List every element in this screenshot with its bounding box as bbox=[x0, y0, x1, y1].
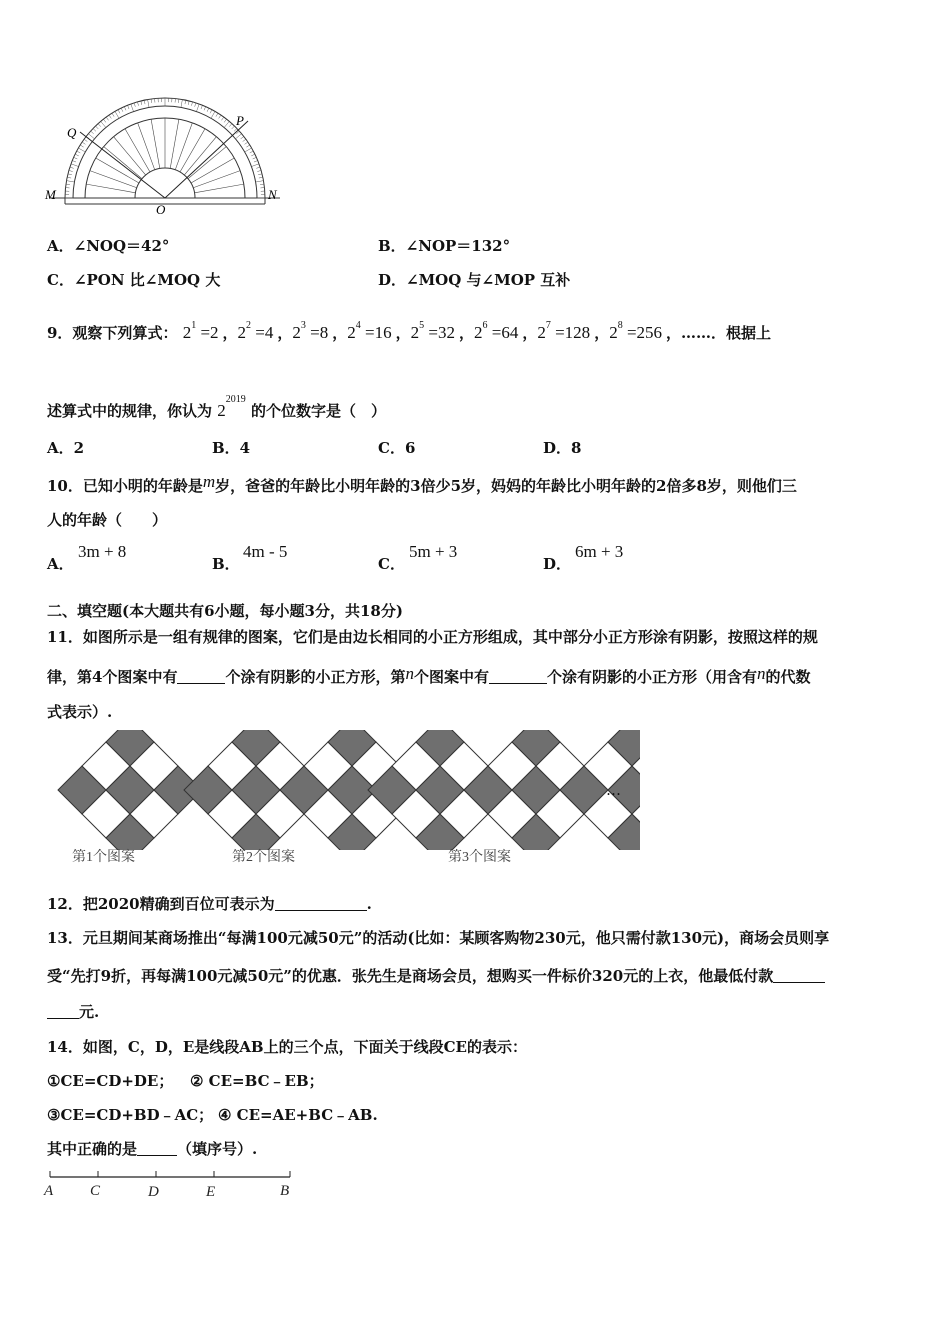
q13-line3: 元. bbox=[47, 1002, 99, 1022]
q13-blank-a[interactable] bbox=[773, 968, 825, 983]
q8-option-d: D．∠MOQ 与∠MOP 互补 bbox=[378, 271, 571, 289]
q8-option-a: A．∠NOQ＝42° bbox=[47, 237, 170, 255]
q14-blank[interactable] bbox=[137, 1141, 177, 1156]
protractor-figure bbox=[40, 95, 290, 217]
q14-statement-2: ② CE=BC﹣EB； bbox=[190, 1072, 324, 1090]
q10-option-d-label: D． bbox=[543, 555, 572, 573]
point-a: A bbox=[44, 1183, 54, 1199]
q9-powers: $2^1 =2$ ，$2^2 =4$ ，$2^3 =8$ ，$2^4 =16$ ，$2^5 =32$ ，$2^6 =64$ ，$2^7 =128$ ，$2^8 =256$ bbox=[182, 320, 663, 342]
point-d: D bbox=[148, 1184, 159, 1200]
q9-power-1: $2^1 =2$ bbox=[182, 320, 219, 342]
label-m: M bbox=[45, 187, 56, 202]
point-c: C bbox=[90, 1183, 101, 1199]
q10-option-d-expr: 6m + 3 bbox=[575, 542, 624, 561]
q9-option-a: A．2 bbox=[47, 439, 85, 457]
q10-option-b-expr: 4m - 5 bbox=[243, 542, 288, 561]
q11-blank-2[interactable] bbox=[489, 669, 547, 684]
q11-ellipsis: … bbox=[606, 781, 621, 799]
q14-statement-4: ④ CE=AE+BC﹣AB. bbox=[218, 1106, 378, 1124]
q11-line1: 11．如图所示是一组有规律的图案，它们是由边长相同的小正方形组成，其中部分小正方形涂有阴影，按照这样的规 bbox=[47, 628, 818, 646]
q11-line3: 式表示）. bbox=[47, 703, 113, 721]
q13-line2: 受“先打9折，再每满100元减50元”的优惠．张先生是商场会员，想购买一件标价320元的上衣，他最低付款 bbox=[47, 966, 825, 986]
q14-ask: 其中正确的是 （填序号）. bbox=[47, 1140, 258, 1158]
q13-line1: 13．元旦期间某商场推出“每满100元减50元”的活动(比如：某顾客购物230元，他只需付款130元)，商场会员则享 bbox=[47, 929, 830, 947]
q10-option-c-label: C． bbox=[378, 555, 405, 573]
segment-figure bbox=[42, 1165, 302, 1205]
label-p: P bbox=[236, 113, 244, 128]
q9-power-3: $2^3 =8$ bbox=[292, 320, 329, 342]
q9-option-b: B．4 bbox=[212, 439, 251, 457]
q9-power-6: $2^6 =64$ bbox=[473, 320, 519, 342]
point-e: E bbox=[206, 1184, 216, 1200]
q9-power-8: $2^8 =256$ bbox=[609, 320, 663, 342]
label-n: N bbox=[268, 187, 277, 202]
q9-power-5: $2^5 =32$ bbox=[410, 320, 455, 342]
q12-blank[interactable] bbox=[275, 896, 367, 911]
q9-power-4: $2^4 =16$ bbox=[347, 320, 392, 342]
point-b: B bbox=[280, 1183, 290, 1199]
q9-power-7: $2^7 =128$ bbox=[537, 320, 591, 342]
pattern-caption-3: 第3个图案 bbox=[448, 850, 511, 865]
label-q: Q bbox=[67, 125, 77, 140]
q10-option-c-expr: 5m + 3 bbox=[409, 542, 458, 561]
q9-big-power: $2^{2019}$ bbox=[217, 394, 246, 420]
q14-line1: 14．如图，C，D，E是线段AB上的三个点，下面关于线段CE的表示： bbox=[47, 1038, 527, 1056]
q13-blank-b[interactable] bbox=[47, 1004, 79, 1019]
label-o: O bbox=[156, 202, 166, 217]
q9-line1: 9．观察下列算式： $2^1 =2$ ，$2^2 =4$ ，$2^3 =8$ ，$2^4 =16$ ，$2^5 =32$ ，$2^6 =64$ ，$2^7 =128$ ，$2^8 =256$ ，……．根据上 bbox=[47, 320, 772, 342]
q11-blank-1[interactable] bbox=[177, 669, 225, 684]
pattern-caption-1: 第1个图案 bbox=[72, 850, 135, 865]
section2-heading: 二、填空题(本大题共有6小题，每小题3分，共18分) bbox=[47, 602, 403, 620]
pattern-3 bbox=[368, 730, 640, 850]
q11-patterns bbox=[40, 730, 640, 850]
q10-option-a-label: A． bbox=[47, 555, 74, 573]
q9-option-c: C．6 bbox=[378, 439, 416, 457]
q8-option-b: B．∠NOP＝132° bbox=[378, 237, 511, 255]
q8-option-c: C．∠PON 比∠MOQ 大 bbox=[47, 271, 221, 289]
q14-statement-3: ③CE=CD+BD﹣AC； bbox=[47, 1106, 214, 1124]
pattern-caption-2: 第2个图案 bbox=[232, 850, 295, 865]
q10-option-a-expr: 3m + 8 bbox=[78, 542, 127, 561]
q9-line2: 述算式中的规律，你认为 $2^{2019}$ 的个位数字是（ ） bbox=[47, 394, 386, 420]
q9-option-d: D．8 bbox=[543, 439, 582, 457]
q10-option-b-label: B． bbox=[212, 555, 240, 573]
q11-line2: 律，第4个图案中有 个涂有阴影的小正方形，第n个图案中有 个涂有阴影的小正方形（用含有n的代数 bbox=[47, 664, 811, 686]
q14-statement-1: ①CE=CD+DE； bbox=[47, 1072, 174, 1090]
q12: 12．把2020精确到百位可表示为 . bbox=[47, 895, 372, 913]
q10-line1: 10．已知小明的年龄是m岁，爸爸的年龄比小明年龄的3倍少5岁，妈妈的年龄比小明年龄的2倍多8岁，则他们三 bbox=[47, 472, 797, 495]
q10-line2: 人的年龄（ ） bbox=[47, 511, 168, 529]
pattern-1 bbox=[58, 730, 202, 850]
q9-power-2: $2^2 =4$ bbox=[237, 320, 274, 342]
